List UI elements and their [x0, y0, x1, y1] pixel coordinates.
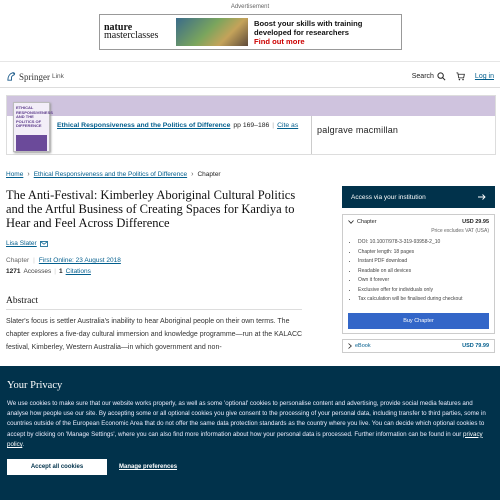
- advertisement-strip: [0, 0, 500, 62]
- search-label: Search: [411, 73, 434, 80]
- book-info-separator: |: [272, 122, 275, 129]
- breadcrumb-book[interactable]: Ethical Responsiveness and the Politics of Difference: [33, 171, 188, 178]
- ebook-price: USD 79.99: [462, 343, 489, 349]
- privacy-text: [7, 399, 495, 450]
- book-banner-divider: [311, 116, 312, 154]
- logo-suffix: Link: [52, 73, 64, 80]
- abstract-heading: Abstract: [6, 296, 39, 306]
- nature-masterclasses-logo: [100, 24, 176, 40]
- book-banner: [6, 95, 496, 155]
- metrics-separator: |: [54, 268, 56, 275]
- login-link[interactable]: Log in: [474, 73, 494, 80]
- book-pages: pp 169–186: [233, 122, 270, 129]
- privacy-banner: [0, 366, 500, 500]
- accept-cookies-button[interactable]: Accept all cookies: [7, 459, 107, 475]
- feature-item: • Exclusive offer for individuals only: [358, 286, 489, 296]
- access-institution-button[interactable]: [342, 186, 495, 208]
- ebook-label: eBook: [355, 343, 371, 349]
- ad-headline-line1: Boost your skills with training: [254, 18, 363, 28]
- chapter-meta: [6, 257, 121, 264]
- search-icon: [437, 72, 446, 81]
- chevron-right-icon: [348, 343, 352, 349]
- breadcrumb: [6, 171, 221, 178]
- manage-preferences-button[interactable]: Manage preferences: [119, 464, 178, 470]
- feature-item: • Instant PDF download: [358, 257, 489, 267]
- purchase-sidebar: [342, 186, 495, 353]
- cite-as-link[interactable]: Cite as: [277, 122, 299, 129]
- feature-item: • DOI: 10.1007/978-3-319-93958-2_10: [358, 238, 489, 248]
- book-banner-top-strip: [7, 96, 495, 116]
- breadcrumb-home[interactable]: Home: [6, 171, 24, 178]
- access-institution-label: Access via your institution: [351, 193, 426, 201]
- privacy-body: We use cookies to make sure that our website works properly, as well as some 'optional' cookies to personalise content and advertising, provide social media features and analyse how people use our site. By accepting some or all optional cookies you give consent to the processing of your personal data, including transfer to third parties, some in countries outside of the European Economic Area that do not offer the same data protection standards as the country where you live. You can decide which optional cookies to accept by clicking on 'Manage Settings', where you can also find more information about how your personal data is processed. Further information can be found in our: [7, 400, 486, 438]
- book-title-link[interactable]: Ethical Responsiveness and the Politics of Difference: [57, 122, 231, 129]
- abstract-text: Slater's focus is settler Australia's inability to hear Aboriginal people on their own terms. The chapter explores a five-day cultural immersion and knowledge programme—run at the KALACC festival, Kimberley, Western Australia—in which government and non-: [6, 318, 303, 351]
- book-info: [57, 122, 298, 129]
- chapter-option-label: Chapter: [357, 219, 377, 225]
- ad-image: [176, 18, 248, 46]
- ad-headline: [248, 19, 362, 46]
- feature-item: • Own it forever: [358, 276, 489, 286]
- privacy-policy-link[interactable]: privacy policy: [7, 430, 483, 448]
- ad-cta[interactable]: Find out more: [254, 36, 305, 46]
- ad-headline-line2: developed for researchers: [254, 27, 349, 37]
- accesses-label: Accesses: [23, 268, 52, 275]
- chapter-features-list: [354, 238, 489, 305]
- privacy-body-end: .: [22, 440, 25, 448]
- publisher-logo[interactable]: palgrave macmillan: [317, 125, 399, 135]
- buy-chapter-button[interactable]: Buy Chapter: [348, 313, 489, 329]
- arrow-right-icon: [478, 194, 486, 200]
- price-note: Price excludes VAT (USA): [431, 228, 489, 234]
- advertisement-banner[interactable]: [99, 14, 402, 50]
- chevron-right-icon: ›: [27, 171, 30, 178]
- springer-link-logo[interactable]: [6, 71, 64, 82]
- chevron-down-icon: [348, 220, 354, 224]
- chapter-purchase-box: [342, 214, 495, 334]
- advertisement-label: Advertisement: [230, 4, 270, 10]
- chapter-price-row[interactable]: [348, 219, 489, 225]
- breadcrumb-current: Chapter: [197, 171, 221, 178]
- chapter-price: USD 29.95: [462, 219, 489, 225]
- book-cover-text: ETHICAL RESPONSIVENESS AND THE POLITICS OF DIFFERENCE: [16, 105, 53, 128]
- cart-icon[interactable]: [456, 72, 465, 81]
- citations-link[interactable]: Citations: [65, 268, 91, 275]
- chevron-right-icon: ›: [191, 171, 194, 178]
- abstract-divider: [6, 309, 302, 310]
- logo-name: Springer: [19, 71, 50, 82]
- citations-count: 1: [59, 268, 63, 275]
- privacy-heading: Your Privacy: [7, 380, 63, 391]
- ad-brand-line2: masterclasses: [104, 30, 159, 41]
- ad-brand-line1: nature: [104, 22, 133, 33]
- feature-item: • Chapter length: 18 pages: [358, 248, 489, 258]
- content-type: Chapter: [6, 257, 30, 264]
- search-button[interactable]: [412, 72, 446, 81]
- accesses-count: 1271: [6, 268, 21, 275]
- first-online-date[interactable]: First Online: 23 August 2018: [38, 257, 121, 264]
- ebook-price-row[interactable]: [342, 339, 495, 353]
- author-link[interactable]: Lisa Slater: [6, 240, 37, 247]
- chapter-metrics: [6, 268, 91, 275]
- site-header: [0, 66, 500, 88]
- springer-horse-icon: [6, 71, 17, 82]
- feature-item: • Tax calculation will be finalised during checkout: [358, 295, 489, 305]
- email-icon[interactable]: [40, 241, 48, 247]
- meta-separator: |: [33, 257, 35, 264]
- feature-item: • Readable on all devices: [358, 267, 489, 277]
- book-cover-image[interactable]: [13, 102, 53, 152]
- author-line: [6, 240, 48, 247]
- book-cover-art: [16, 135, 47, 151]
- page-title: The Anti-Festival: Kimberley Aboriginal Cultural Politics and the Artful Business of Creating Spaces for Kardiya to Hear and Feel Across Difference: [6, 188, 296, 230]
